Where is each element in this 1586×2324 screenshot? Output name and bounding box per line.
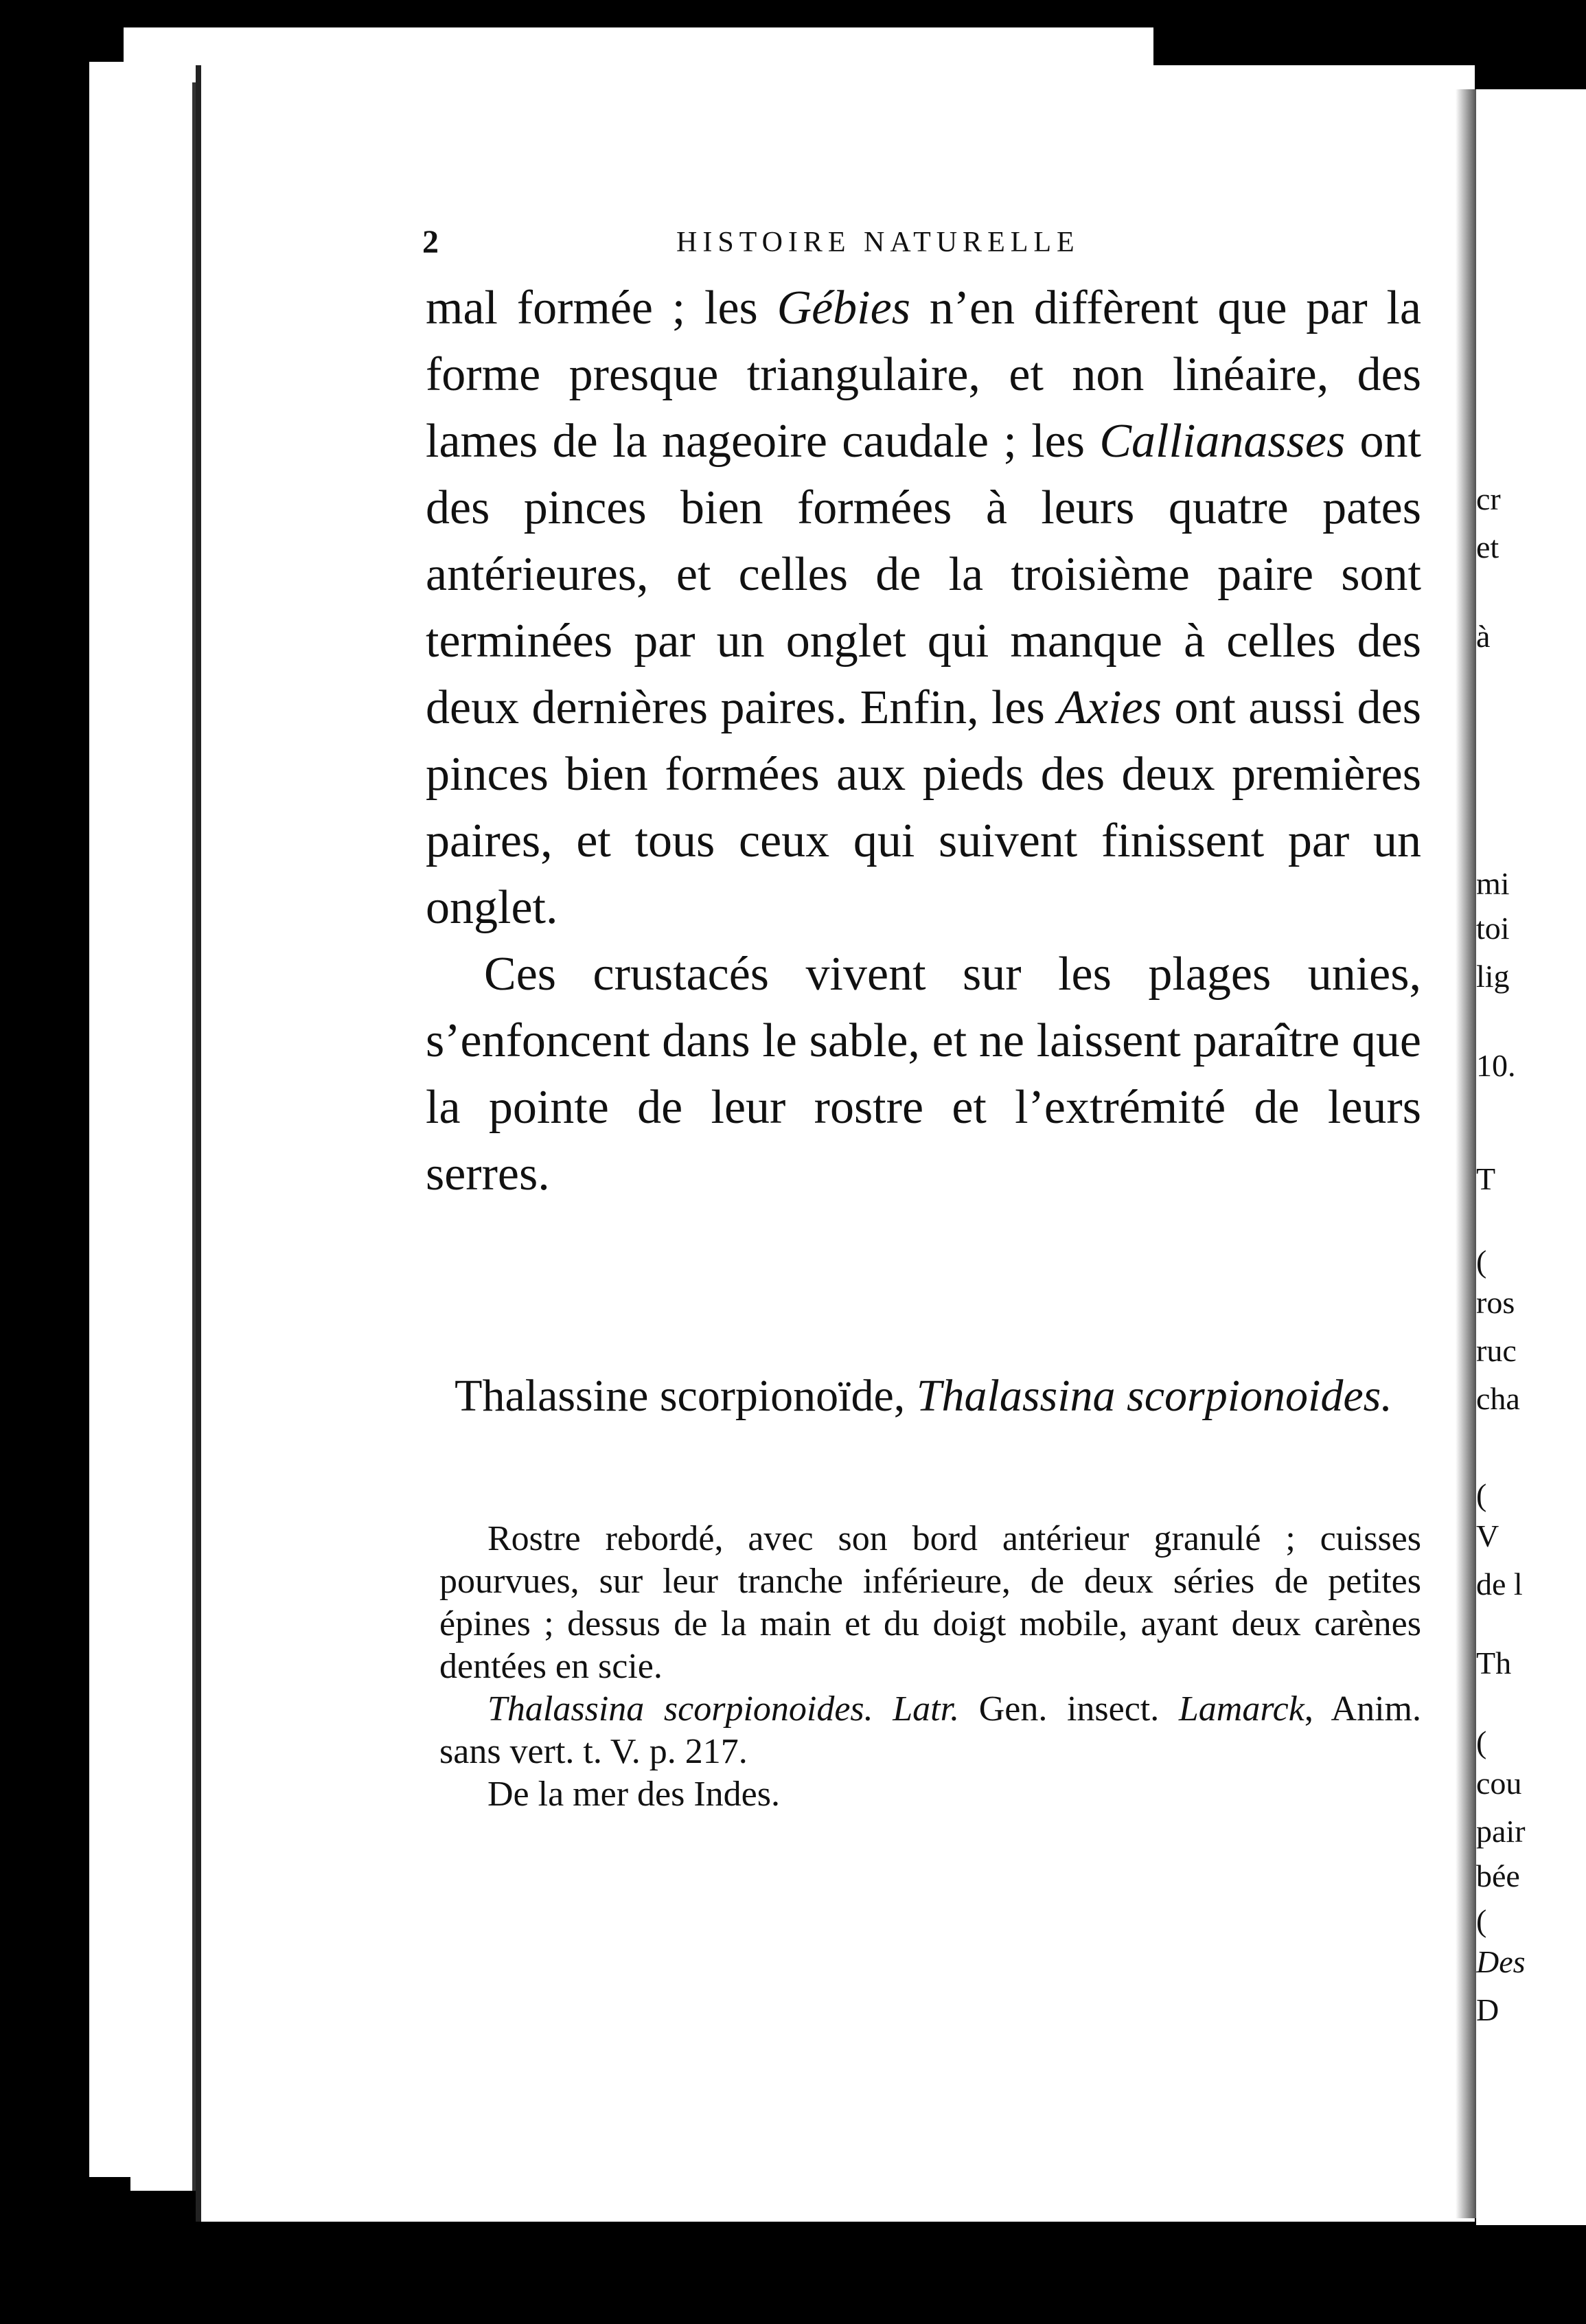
facing-fragment: pair (1476, 1814, 1526, 1849)
facing-fragment: et (1476, 529, 1499, 565)
facing-fragment: V (1476, 1518, 1499, 1553)
description-text: Rostre rebordé, avec son bord antérieur granulé ; cuisses pourvues, sur leur tranche inférieure, de deux séries de petites épines ; dessus de la main et du doigt mobile, ayant deux carènes dentées en scie. (439, 1519, 1421, 1686)
page-header (422, 223, 1586, 264)
facing-fragment: D (1476, 1992, 1499, 2027)
facing-page (1476, 89, 1586, 2225)
facing-fragment: ( (1476, 1477, 1487, 1512)
facing-fragment: toi (1476, 911, 1510, 946)
genus-callianasses: Callianasses (1099, 415, 1346, 468)
species-heading (426, 1363, 1421, 1428)
paragraph-1: mal formée ; les Gébies n’en diffèrent que par la forme presque triangulaire, et non linéaire, des lames de la nageoire caudale ; les Callianasses ont des pinces bien formées à leurs quatre pates antérieures, et celles de la troisième paire sont terminées par un onglet qui manque à celles des deux dernières paires. Enfin, les Axies ont aussi des pinces bien formées aux pieds des deux premières paires, et tous ceux qui suivent finissent par un onglet. (426, 282, 1422, 934)
facing-fragment: ( (1476, 1244, 1487, 1279)
facing-fragment: Th (1476, 1645, 1512, 1681)
facing-fragment: ruc (1476, 1333, 1517, 1368)
facing-fragment: T (1476, 1161, 1496, 1196)
facing-fragment: ( (1476, 1903, 1487, 1938)
facing-fragment: cha (1476, 1381, 1520, 1416)
facing-fragment: cou (1476, 1766, 1522, 1801)
facing-fragment: Des (1476, 1944, 1526, 1979)
running-title: HISTOIRE NATURELLE (676, 227, 1080, 258)
facing-fragment: mi (1476, 866, 1510, 901)
species-description (439, 1518, 1421, 1816)
genus-axies: Axies (1057, 681, 1162, 734)
facing-fragment: bée (1476, 1858, 1520, 1893)
facing-fragment: cr (1476, 481, 1501, 516)
facing-fragment: ros (1476, 1285, 1515, 1320)
facing-fragment: ( (1476, 1724, 1487, 1759)
facing-fragment: 10. (1476, 1048, 1516, 1083)
facing-fragment: lig (1476, 959, 1510, 994)
facing-fragment: de l (1476, 1567, 1523, 1602)
page-number: 2 (422, 224, 439, 260)
species-latin-name: Thalassina scorpionoides. (916, 1371, 1392, 1421)
book-edge-inner (130, 41, 196, 2191)
habitat-text: De la mer des Indes. (487, 1775, 780, 1814)
reference-latreille: Thalassina scorpionoides. Latr. Gen. insect. Lamarck, Anim. sans vert. t. V. p. 217. (439, 1689, 1421, 1771)
genus-gebies: Gébies (777, 282, 910, 334)
body-text (426, 275, 1421, 1207)
paragraph-2: Ces crustacés vivent sur les plages unies, s’enfoncent dans le sable, et ne laissent paraître que la pointe de leur rostre et l’extrémité de leurs serres. (426, 948, 1421, 1200)
facing-fragment: à (1476, 619, 1491, 654)
species-common-name: Thalassine scorpionoïde, (455, 1371, 917, 1421)
